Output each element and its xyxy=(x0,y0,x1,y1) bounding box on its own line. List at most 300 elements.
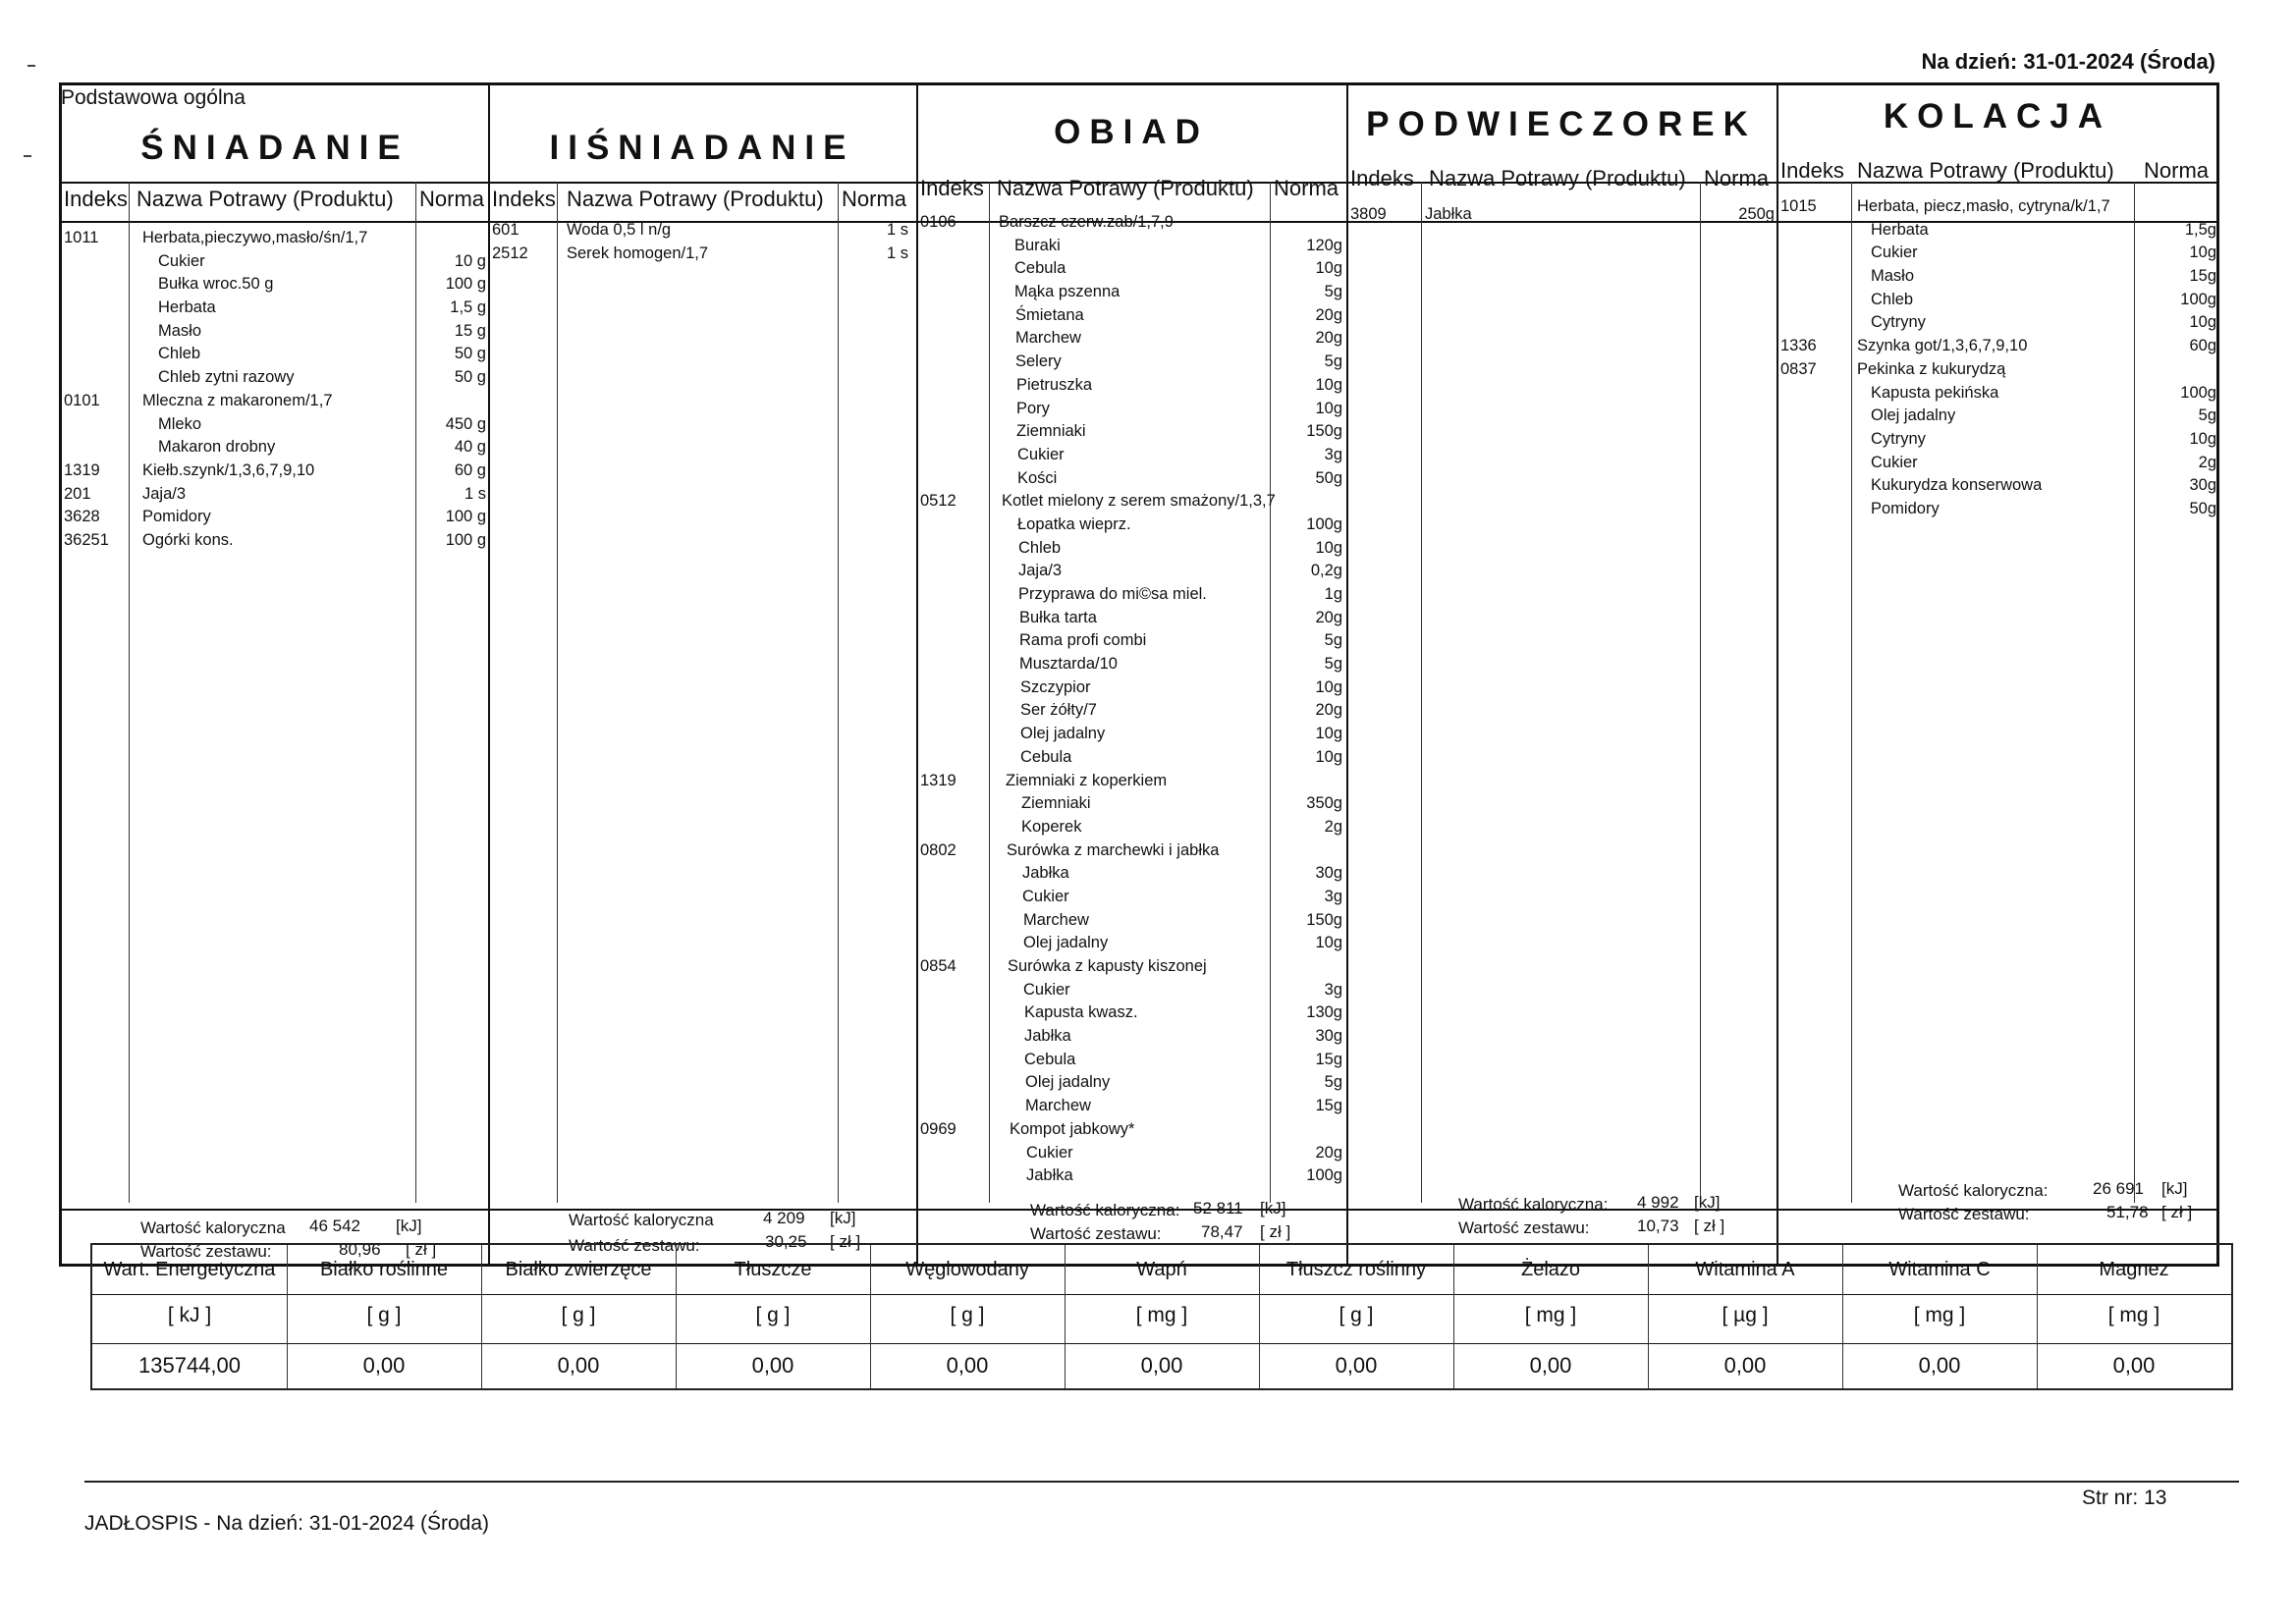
menu-row xyxy=(920,909,1344,933)
row-name: Pekinka z kukurydzą xyxy=(1857,359,2006,378)
nutrient-value: 0,00 xyxy=(946,1353,989,1378)
row-norm: 5g xyxy=(1324,655,1342,674)
col-header-index: Indeks xyxy=(64,187,128,211)
menu-row xyxy=(920,653,1344,676)
energy-label: Wartość kaloryczna: xyxy=(1030,1201,1180,1219)
nutrient-unit: [ g ] xyxy=(755,1304,791,1326)
menu-row xyxy=(64,320,486,344)
col-header-index: Indeks xyxy=(492,187,556,211)
cost-value: 10,73 xyxy=(1637,1217,1679,1235)
row-name: Cukier xyxy=(1026,1143,1073,1162)
row-name: Chleb xyxy=(158,345,201,363)
row-name: Łopatka wieprz. xyxy=(1017,514,1131,533)
row-name: Jabłka xyxy=(1026,1166,1073,1185)
energy-value: 4 992 xyxy=(1637,1193,1679,1212)
row-name: Olej jadalny xyxy=(1871,406,1956,425)
row-name: Jaja/3 xyxy=(142,484,187,503)
nutrient-unit: [ mg ] xyxy=(1524,1304,1577,1326)
energy-label: Wartość kaloryczna: xyxy=(1898,1181,2049,1200)
row-norm: 15 g xyxy=(454,321,486,340)
meal-title-kolacja: KOLACJA xyxy=(1883,97,2112,135)
row-index: 0512 xyxy=(920,492,957,511)
menu-row xyxy=(1780,428,2218,452)
nutrient-label: Tłuszcze xyxy=(734,1259,812,1280)
menu-row xyxy=(64,413,486,437)
row-name: Marchew xyxy=(1015,329,1081,348)
row-norm: 1,5g xyxy=(2184,220,2216,239)
scan-mark xyxy=(24,155,31,157)
row-norm: 3g xyxy=(1324,887,1342,905)
meal-title-obiad: OBIAD xyxy=(1054,113,1209,151)
row-norm: 1g xyxy=(1324,585,1342,603)
menu-row xyxy=(920,955,1344,979)
row-name: Przyprawa do mi©sa miel. xyxy=(1018,585,1207,603)
row-name: Olej jadalny xyxy=(1023,934,1109,952)
menu-row xyxy=(1780,265,2218,289)
row-norm: 0,2g xyxy=(1310,562,1342,580)
menu-row xyxy=(64,366,486,390)
row-index: 0837 xyxy=(1780,359,1817,378)
row-norm: 3g xyxy=(1324,445,1342,463)
row-norm: 10g xyxy=(1315,375,1342,394)
menu-row xyxy=(1780,405,2218,428)
energy-unit: [kJ] xyxy=(2161,1179,2188,1198)
menu-row xyxy=(920,676,1344,700)
cost-unit: [ zł ] xyxy=(1694,1217,1725,1235)
menu-row xyxy=(64,506,486,529)
row-name: Cebula xyxy=(1014,259,1066,278)
nutrient-value: 0,00 xyxy=(1723,1353,1767,1378)
nutrient-unit: [ µg ] xyxy=(1722,1304,1769,1326)
row-name: Selery xyxy=(1015,352,1062,371)
menu-row xyxy=(920,792,1344,816)
menu-row xyxy=(920,699,1344,723)
energy-unit: [kJ] xyxy=(1260,1199,1286,1217)
cost-label: Wartość zestawu: xyxy=(1458,1218,1590,1237)
nutrient-unit: [ mg ] xyxy=(1913,1304,1966,1326)
energy-value: 26 691 xyxy=(2093,1179,2144,1198)
row-norm: 50g xyxy=(1315,468,1342,487)
nutrient-unit: [ kJ ] xyxy=(167,1304,212,1326)
nutrient-unit: [ mg ] xyxy=(1135,1304,1188,1326)
meal-divider xyxy=(1346,85,1348,1264)
meal-rows-kolacja xyxy=(1780,195,2218,521)
row-norm: 50g xyxy=(2189,499,2216,517)
row-name: Mleczna z makaronem/1,7 xyxy=(142,391,333,409)
row-norm: 100g xyxy=(2180,290,2216,308)
row-name: Woda 0,5 l n/g xyxy=(567,221,672,239)
cost-label: Wartość zestawu: xyxy=(140,1242,272,1261)
energy-label: Wartość kaloryczna xyxy=(569,1211,714,1229)
nutrient-unit: [ g ] xyxy=(1339,1304,1374,1326)
row-norm: 100 g xyxy=(445,275,486,294)
row-norm: 100g xyxy=(2180,383,2216,402)
row-norm: 1,5 g xyxy=(450,298,486,317)
row-norm: 450 g xyxy=(445,414,486,433)
row-norm: 40 g xyxy=(454,438,486,457)
menu-row xyxy=(920,560,1344,583)
cost-value: 30,25 xyxy=(765,1232,807,1251)
nutrient-unit: [ g ] xyxy=(561,1304,596,1326)
row-name: Cebula xyxy=(1020,747,1072,766)
row-norm: 10g xyxy=(1315,725,1342,743)
col-header-name: Nazwa Potrawy (Produktu) xyxy=(137,187,394,211)
row-name: Cebula xyxy=(1024,1050,1076,1068)
row-name: Ogórki kons. xyxy=(142,530,234,549)
meal-divider xyxy=(488,85,490,1264)
row-name: Pory xyxy=(1016,399,1050,417)
nutrient-label: Wart. Energetyczna xyxy=(103,1259,276,1280)
row-name: Serek homogen/1,7 xyxy=(567,243,709,262)
col-divider xyxy=(838,182,839,1203)
meal-title-podwieczorek: PODWIECZOREK xyxy=(1366,105,1757,143)
nutrient-value: 0,00 xyxy=(557,1353,600,1378)
row-index: 201 xyxy=(64,484,91,503)
menu-row xyxy=(920,467,1344,491)
menu-row xyxy=(920,746,1344,770)
menu-row xyxy=(64,529,486,553)
menu-row xyxy=(1780,289,2218,312)
row-index: 36251 xyxy=(64,530,109,549)
nutrient-unit: [ g ] xyxy=(950,1304,985,1326)
energy-value: 52 811 xyxy=(1193,1199,1243,1217)
meal-rows-drugie-sniadanie xyxy=(492,219,914,265)
row-norm: 10g xyxy=(1315,259,1342,278)
row-norm: 20g xyxy=(1315,305,1342,324)
row-norm: 2g xyxy=(1324,817,1342,836)
row-name: Pietruszka xyxy=(1016,375,1093,394)
row-name: Cytryny xyxy=(1871,429,1926,448)
col-divider xyxy=(1700,182,1701,1203)
row-norm: 1 s xyxy=(886,243,908,262)
nutrient-label: Wapń xyxy=(1136,1259,1187,1280)
row-name: Cukier xyxy=(1871,453,1918,471)
menu-row xyxy=(1780,335,2218,358)
meal-rows-sniadanie xyxy=(64,227,486,553)
cost-label: Wartość zestawu: xyxy=(1898,1205,2030,1223)
summary-obiad xyxy=(916,1195,1346,1250)
meal-title-drugie-sniadanie: IIŚNIADANIE xyxy=(549,129,855,167)
row-name: Marchew xyxy=(1023,910,1089,929)
row-name: Kapusta kwasz. xyxy=(1024,1003,1138,1022)
menu-row xyxy=(1780,219,2218,243)
meal-divider xyxy=(1777,85,1778,1264)
row-name: Pomidory xyxy=(142,508,211,526)
row-index: 0106 xyxy=(920,213,957,231)
row-name: Musztarda/10 xyxy=(1019,655,1118,674)
cost-unit: [ zł ] xyxy=(406,1240,437,1259)
energy-label: Wartość kaloryczna xyxy=(140,1218,286,1237)
row-name: Barszcz czerw.zab/1,7,9 xyxy=(999,213,1174,231)
row-norm: 100 g xyxy=(445,508,486,526)
row-norm: 130g xyxy=(1306,1003,1342,1022)
row-name: Ziemniaki xyxy=(1016,422,1086,441)
row-norm: 10g xyxy=(1315,747,1342,766)
col-header-norm: Norma xyxy=(419,187,485,211)
menu-row xyxy=(1350,203,1775,227)
nutrient-unit: [ g ] xyxy=(366,1304,402,1326)
cost-label: Wartość zestawu: xyxy=(1030,1224,1162,1243)
menu-row xyxy=(64,436,486,460)
row-index: 0802 xyxy=(920,840,957,859)
row-name: Makaron drobny xyxy=(158,438,276,457)
menu-row xyxy=(920,932,1344,955)
nutrition-rule xyxy=(92,1294,2231,1295)
row-name: Kości xyxy=(1017,468,1058,487)
row-index: 2512 xyxy=(492,243,528,262)
row-name: Jabłka xyxy=(1024,1027,1071,1046)
row-norm: 1 s xyxy=(886,221,908,239)
row-name: Herbata xyxy=(158,298,216,317)
row-name: Herbata, piecz,masło, cytryna/k/1,7 xyxy=(1857,197,2110,215)
energy-unit: [kJ] xyxy=(830,1209,856,1227)
nutrition-table xyxy=(90,1243,2233,1390)
menu-row xyxy=(492,243,914,266)
row-name: Pomidory xyxy=(1871,499,1940,517)
row-name: Herbata xyxy=(1871,220,1929,239)
row-norm: 10g xyxy=(2189,429,2216,448)
menu-row xyxy=(1780,498,2218,521)
menu-row xyxy=(920,629,1344,653)
row-norm: 30g xyxy=(1315,1027,1342,1046)
nutrient-label: Żelazo xyxy=(1520,1259,1581,1280)
nutrient-label: Witamina A xyxy=(1695,1259,1795,1280)
row-norm: 1 s xyxy=(464,484,486,503)
row-norm: 20g xyxy=(1315,329,1342,348)
row-name: Cukier xyxy=(158,251,205,270)
energy-label: Wartość kaloryczna: xyxy=(1458,1195,1609,1214)
menu-row xyxy=(920,886,1344,909)
menu-row xyxy=(920,979,1344,1002)
menu-row xyxy=(64,250,486,274)
row-norm: 60g xyxy=(2189,337,2216,355)
cost-unit: [ zł ] xyxy=(1260,1222,1291,1241)
row-name: Cukier xyxy=(1871,243,1918,262)
menu-row xyxy=(492,219,914,243)
row-norm: 10g xyxy=(2189,313,2216,332)
nutrient-label: Białko zwierzęce xyxy=(505,1259,652,1280)
row-name: Surówka z kapusty kiszonej xyxy=(1008,957,1207,975)
menu-row xyxy=(920,816,1344,839)
nutrient-value: 0,00 xyxy=(1529,1353,1572,1378)
row-name: Kukurydza konserwowa xyxy=(1871,476,2043,495)
menu-row xyxy=(920,537,1344,561)
nutrient-label: Magnez xyxy=(2099,1259,2169,1280)
row-name: Szynka got/1,3,6,7,9,10 xyxy=(1857,337,2028,355)
row-norm: 30g xyxy=(1315,864,1342,883)
row-norm: 10 g xyxy=(454,251,486,270)
row-norm: 350g xyxy=(1306,794,1342,813)
row-name: Herbata,pieczywo,masło/śn/1,7 xyxy=(142,229,368,246)
menu-row xyxy=(920,1118,1344,1142)
menu-row xyxy=(920,1049,1344,1072)
menu-row xyxy=(920,444,1344,467)
menu-row xyxy=(920,1164,1344,1188)
row-index: 601 xyxy=(492,221,519,239)
menu-row xyxy=(920,1001,1344,1025)
row-name: Ziemniaki z koperkiem xyxy=(1006,771,1168,789)
meal-rows-obiad xyxy=(920,211,1344,1188)
row-norm: 20g xyxy=(1315,701,1342,720)
row-name: Cytryny xyxy=(1871,313,1926,332)
row-name: Ser żółty/7 xyxy=(1020,701,1097,720)
col-header-norm: Norma xyxy=(842,187,907,211)
row-norm: 5g xyxy=(1324,352,1342,371)
row-index: 1015 xyxy=(1780,197,1817,215)
row-norm: 15g xyxy=(1315,1050,1342,1068)
row-name: Mąka pszenna xyxy=(1014,283,1121,301)
col-divider xyxy=(1421,182,1422,1203)
summary-kolacja xyxy=(1777,1175,2218,1230)
menu-row xyxy=(64,343,486,366)
menu-row xyxy=(920,1071,1344,1095)
menu-row xyxy=(920,607,1344,630)
cost-value: 80,96 xyxy=(339,1240,381,1259)
nutrient-label: Węglowodany xyxy=(905,1259,1029,1280)
row-norm: 3g xyxy=(1324,980,1342,999)
row-norm: 20g xyxy=(1315,608,1342,626)
menu-row xyxy=(920,351,1344,374)
menu-row xyxy=(920,514,1344,537)
menu-row xyxy=(920,235,1344,258)
row-norm: 60 g xyxy=(454,460,486,479)
row-name: Masło xyxy=(1871,267,1915,286)
menu-row xyxy=(1780,452,2218,475)
col-header-index: Indeks xyxy=(1350,166,1414,190)
row-norm: 30g xyxy=(2189,476,2216,495)
row-norm: 2g xyxy=(2198,453,2216,471)
energy-unit: [kJ] xyxy=(396,1217,422,1235)
row-index: 3628 xyxy=(64,508,100,526)
row-norm: 15g xyxy=(2189,267,2216,286)
col-divider xyxy=(557,182,558,1203)
cost-value: 78,47 xyxy=(1201,1222,1243,1241)
row-name: Ziemniaki xyxy=(1021,794,1091,813)
col-header-name: Nazwa Potrawy (Produktu) xyxy=(567,187,824,211)
cost-value: 51,78 xyxy=(2106,1203,2149,1221)
row-norm: 5g xyxy=(1324,1073,1342,1092)
menu-row xyxy=(920,374,1344,398)
row-name: Kapusta pekińska xyxy=(1871,383,1999,402)
cost-unit: [ zł ] xyxy=(2161,1203,2193,1221)
menu-row xyxy=(920,862,1344,886)
nutrient-value: 135744,00 xyxy=(138,1353,241,1378)
row-norm: 120g xyxy=(1306,236,1342,254)
scan-mark xyxy=(27,65,35,67)
row-name: Jaja/3 xyxy=(1018,562,1063,580)
row-name: Surówka z marchewki i jabłka xyxy=(1007,840,1220,859)
row-norm: 5g xyxy=(1324,283,1342,301)
row-norm: 250g xyxy=(1738,205,1775,223)
nutrient-value: 0,00 xyxy=(1335,1353,1378,1378)
row-name: Szczypior xyxy=(1020,677,1091,696)
row-norm: 15g xyxy=(1315,1097,1342,1115)
row-index: 1336 xyxy=(1780,337,1817,355)
row-name: Jabłka xyxy=(1022,864,1069,883)
col-header-name: Nazwa Potrawy (Produktu) xyxy=(997,176,1254,200)
row-name: Kiełb.szynk/1,3,6,7,9,10 xyxy=(142,460,315,479)
row-norm: 10g xyxy=(1315,538,1342,557)
row-index: 1011 xyxy=(64,229,99,246)
menu-row xyxy=(1780,474,2218,498)
energy-value: 46 542 xyxy=(309,1217,360,1235)
menu-row xyxy=(1780,195,2218,219)
menu-row xyxy=(920,257,1344,281)
col-header-index: Indeks xyxy=(1780,158,1844,183)
cost-unit: [ zł ] xyxy=(830,1232,861,1251)
menu-row xyxy=(920,583,1344,607)
col-header-name: Nazwa Potrawy (Produktu) xyxy=(1857,158,2114,183)
nutrient-value: 0,00 xyxy=(362,1353,406,1378)
row-name: Buraki xyxy=(1014,236,1061,254)
menu-row xyxy=(920,327,1344,351)
menu-row xyxy=(920,770,1344,793)
row-name: Bułka wroc.50 g xyxy=(158,275,274,294)
menu-row xyxy=(1780,382,2218,406)
header-date: Na dzień: 31-01-2024 (Środa) xyxy=(1921,49,2215,74)
menu-row xyxy=(920,1095,1344,1118)
menu-row xyxy=(920,1142,1344,1165)
nutrient-label: Tłuszcz roślinny xyxy=(1285,1259,1427,1280)
menu-row xyxy=(920,211,1344,235)
menu-row xyxy=(64,273,486,297)
row-name: Cukier xyxy=(1023,980,1070,999)
nutrient-label: Białko roślinne xyxy=(319,1259,449,1280)
row-name: Kompot jabkowy* xyxy=(1010,1119,1135,1138)
row-name: Rama profi combi xyxy=(1019,631,1147,650)
row-norm: 50 g xyxy=(454,345,486,363)
menu-row xyxy=(1780,358,2218,382)
row-index: 0101 xyxy=(64,391,100,409)
row-norm: 50 g xyxy=(454,368,486,387)
row-name: Chleb zytni razowy xyxy=(158,368,295,387)
row-norm: 150g xyxy=(1306,422,1342,441)
row-norm: 10g xyxy=(1315,399,1342,417)
meal-title-sniadanie: ŚNIADANIE xyxy=(140,129,410,167)
row-name: Cukier xyxy=(1017,445,1065,463)
row-name: Chleb xyxy=(1871,290,1914,308)
row-name: Olej jadalny xyxy=(1025,1073,1111,1092)
row-norm: 10g xyxy=(2189,243,2216,262)
meal-rows-podwieczorek xyxy=(1350,203,1775,227)
row-norm: 150g xyxy=(1306,910,1342,929)
col-header-name: Nazwa Potrawy (Produktu) xyxy=(1429,166,1686,190)
menu-row xyxy=(920,398,1344,421)
menu-row xyxy=(64,297,486,320)
row-name: Cukier xyxy=(1022,887,1069,905)
diet-name: Podstawowa ogólna xyxy=(61,86,246,109)
menu-row xyxy=(920,1025,1344,1049)
row-norm: 100 g xyxy=(445,530,486,549)
menu-row xyxy=(64,227,486,250)
row-name: Mleko xyxy=(158,414,202,433)
menu-row xyxy=(64,390,486,413)
menu-row xyxy=(920,304,1344,328)
row-index: 0969 xyxy=(920,1119,957,1138)
row-norm: 5g xyxy=(1324,631,1342,650)
menu-row xyxy=(64,483,486,507)
nutrient-unit: [ mg ] xyxy=(2107,1304,2160,1326)
row-index: 0854 xyxy=(920,957,957,975)
row-norm: 10g xyxy=(1315,934,1342,952)
row-name: Jabłka xyxy=(1425,205,1472,223)
row-name: Marchew xyxy=(1025,1097,1091,1115)
row-norm: 20g xyxy=(1315,1143,1342,1162)
footer-title: JADŁOSPIS - Na dzień: 31-01-2024 (Środa) xyxy=(84,1512,490,1535)
col-header-norm: Norma xyxy=(1704,166,1770,190)
footer-rule xyxy=(84,1481,2239,1483)
col-header-norm: Norma xyxy=(2144,158,2210,183)
